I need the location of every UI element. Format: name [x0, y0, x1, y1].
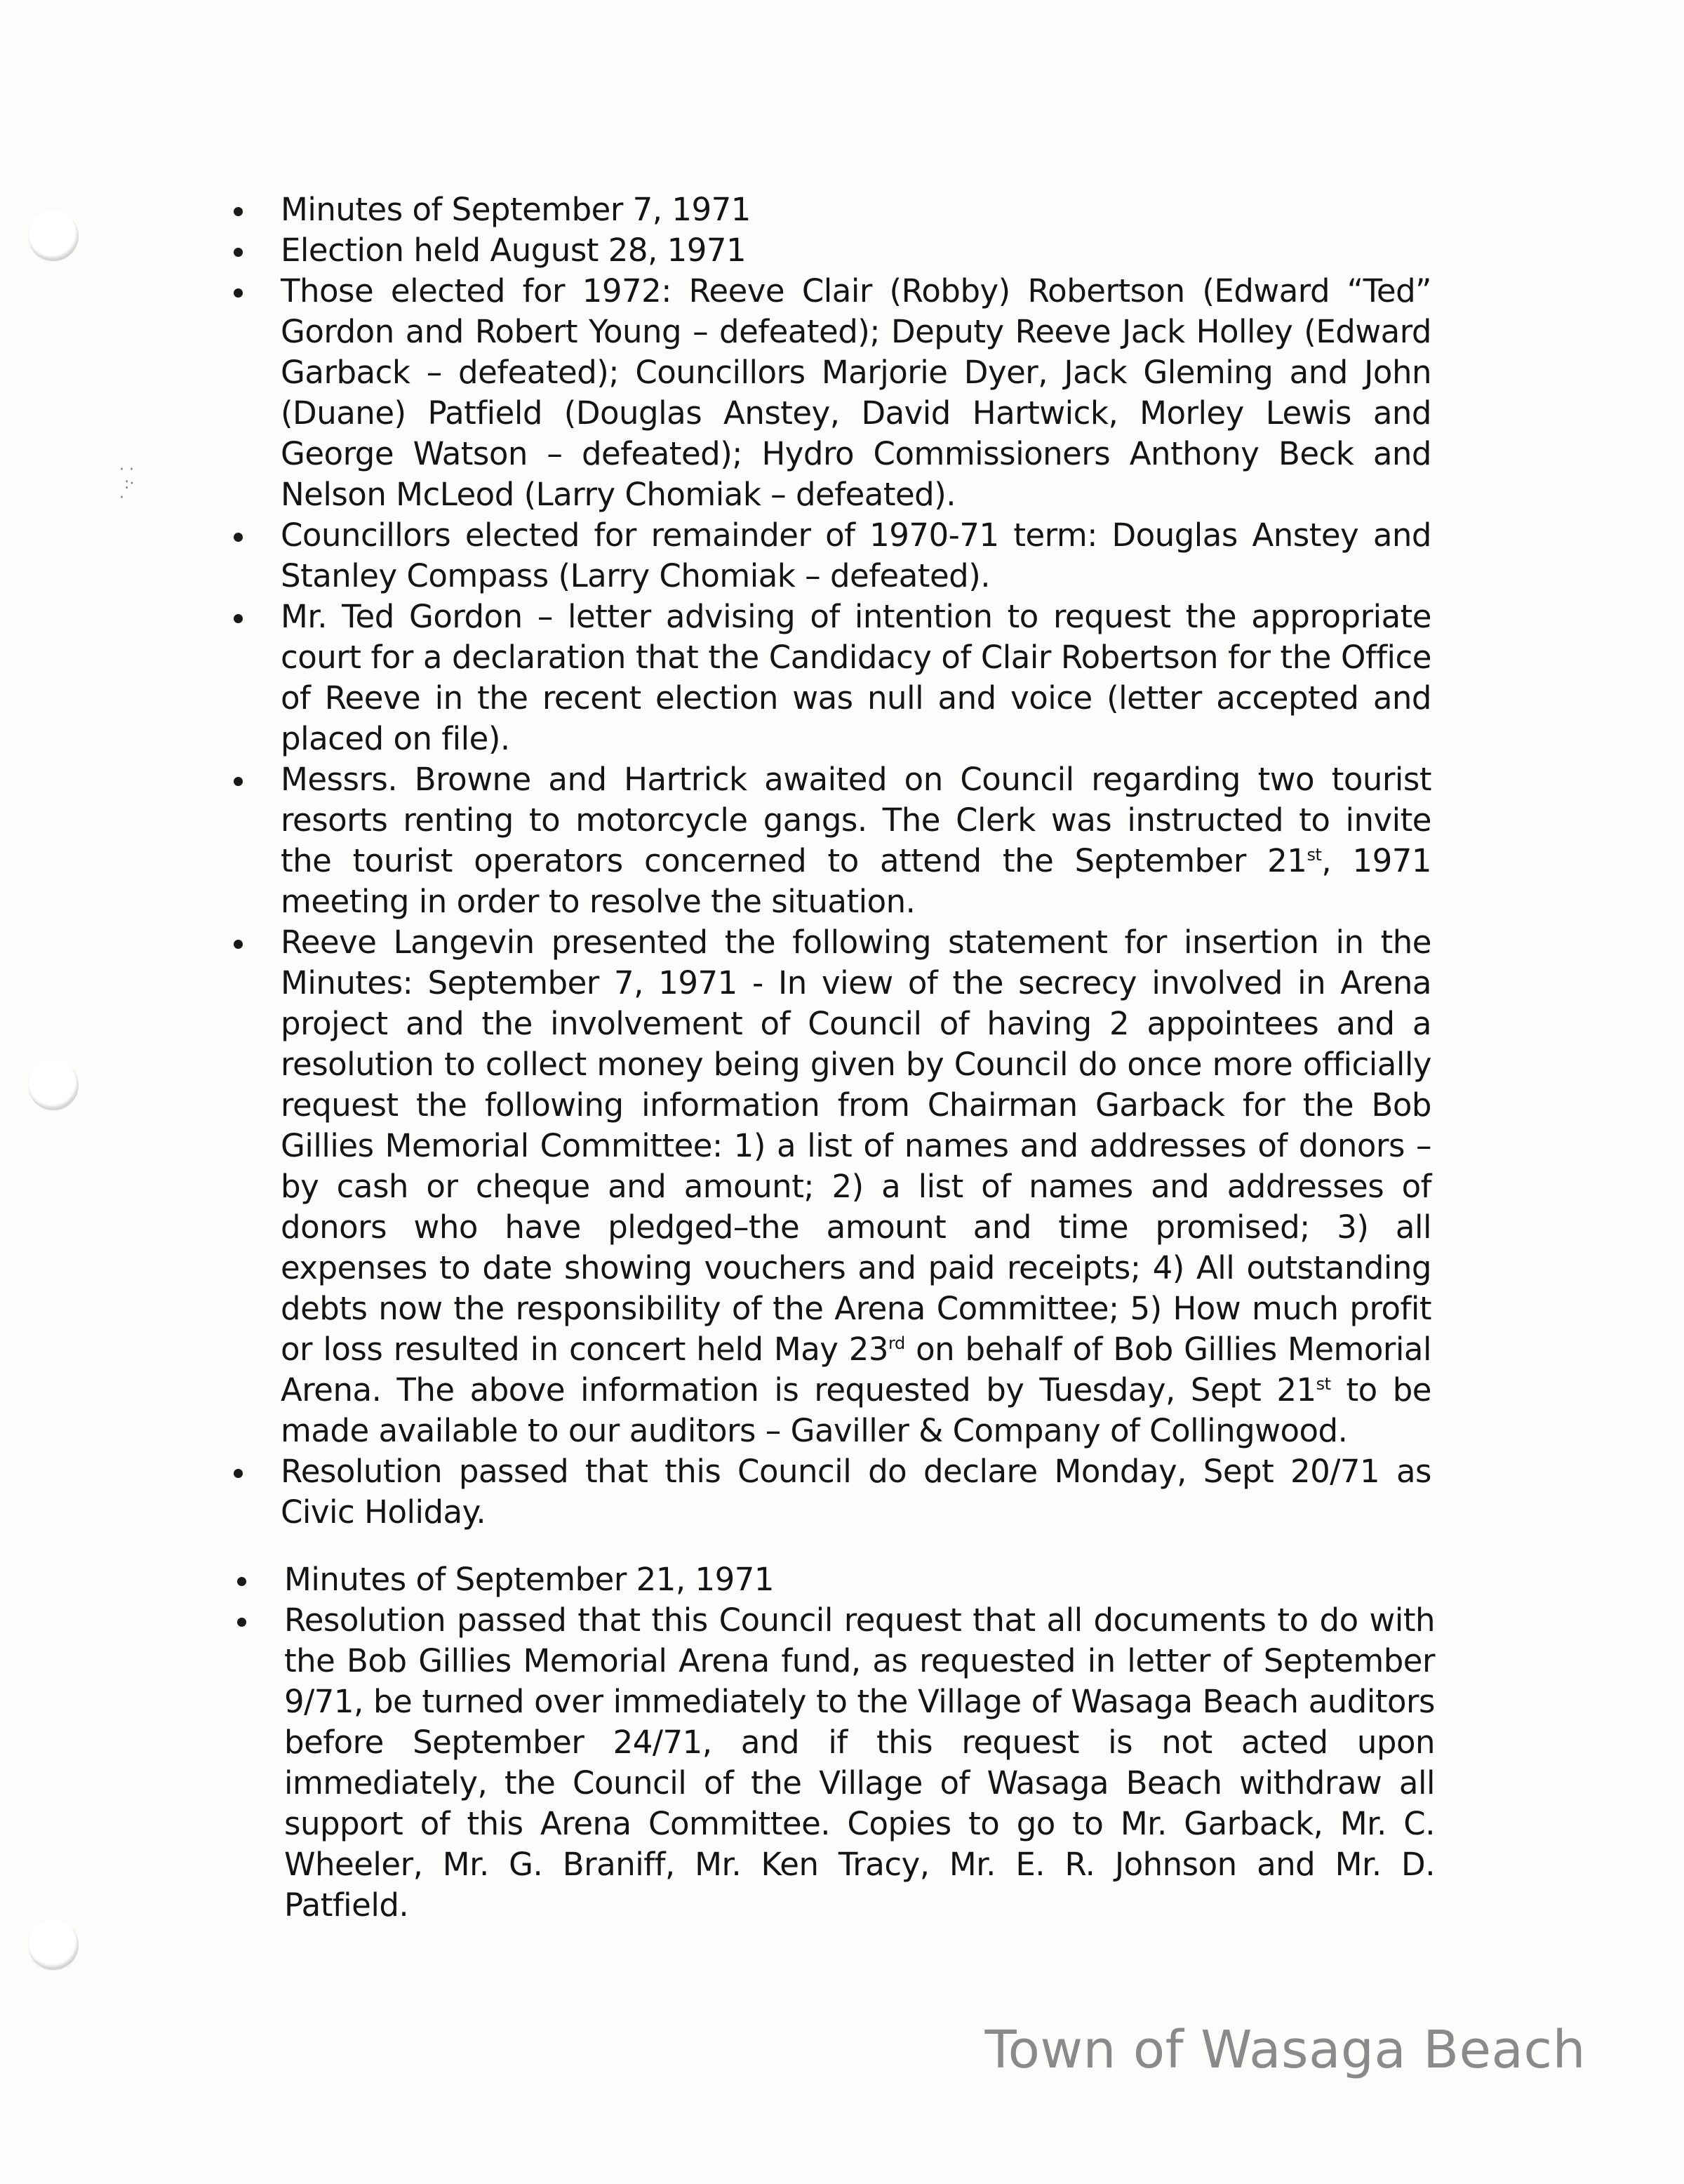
bullet-icon: [237, 1577, 246, 1586]
bullet-icon: [234, 777, 243, 786]
bullet-icon: [234, 940, 243, 949]
item-text: Messrs. Browne and Hartrick awaited on Council regarding two tourist resorts renting to motorcycle gangs. The Clerk was instructed to invite the tourist operators concerned to attend the September 21: [281, 761, 1431, 879]
bullet-icon: [234, 1469, 243, 1478]
item-text: Those elected for 1972: Reeve Clair (Robby) Robertson (Edward “Ted” Gordon and Robert Young – defeated); Deputy Reeve Jack Holley (Edward Garback – defeated); Councillors Marjorie Dyer, Jack Gleming and John (Duane) Patfield (Douglas Anstey, David Hartwick, Morley Lewis and George Watson – defeated); Hydro Commissioners Anthony Beck and Nelson McLeod (Larry Chomiak – defeated).: [281, 272, 1431, 513]
minutes-sept-21-list: [0, 1559, 1684, 1926]
item-text: Election held August 28, 1971: [281, 232, 747, 269]
superscript: st: [1307, 845, 1322, 865]
bullet-icon: [237, 1618, 246, 1627]
minutes-sept-21-section: [0, 1559, 1684, 1926]
scan-specks: · · :· ·: [119, 461, 135, 507]
bullet-icon: [234, 614, 243, 623]
bullet-icon: [234, 533, 243, 542]
punch-hole: [28, 1919, 79, 1970]
item-text: to be made available to our auditors – Gaviller & Company of Collingwood.: [281, 1371, 1431, 1449]
list-item: [0, 1600, 1435, 1926]
list-item: [0, 597, 1431, 759]
item-text: Minutes of September 21, 1971: [284, 1561, 775, 1598]
item-text: Mr. Ted Gordon – letter advising of intention to request the appropriate court for a declaration that the Candidacy of Clair Robertson for the Office of Reeve in the recent election was null and voice (letter accepted and placed on file).: [281, 598, 1431, 757]
bullet-icon: [234, 288, 243, 298]
list-item: [0, 189, 1431, 230]
bullet-icon: [234, 207, 243, 216]
item-text: Minutes of September 7, 1971: [281, 191, 751, 228]
list-item: [0, 922, 1431, 1451]
superscript: st: [1316, 1374, 1331, 1394]
minutes-sept-7-list: [0, 189, 1684, 1533]
watermark: Town of Wasaga Beach: [984, 2020, 1586, 2080]
item-text: Resolution passed that this Council do declare Monday, Sept 20/71 as Civic Holiday.: [281, 1453, 1431, 1531]
list-item: [0, 1559, 1435, 1600]
list-item: [0, 515, 1431, 597]
item-text: Reeve Langevin presented the following statement for insertion in the Minutes: September 7, 1971 - In view of the secrecy involved in Arena project and the involvement of Council of having 2 appointees and a resolution to collect money being given by Council do once more officially request the following information from Chairman Garback for the Bob Gillies Memorial Committee: 1) a list of names and addresses of donors – by cash or cheque and amount; 2) a list of names and addresses of donors who have pledged–the amount and time promised; 3) all expenses to date showing vouchers and paid receipts; 4) All outstanding debts now the responsibility of the Arena Committee; 5) How much profit or loss resulted in concert held May 23: [281, 924, 1431, 1368]
list-item: [0, 759, 1431, 922]
item-text: Resolution passed that this Council request that all documents to do with the Bob Gillies Memorial Arena fund, as requested in letter of September 9/71, be turned over immediately to the Village of Wasaga Beach auditors before September 24/71, and if this request is not acted upon immediately, the Council of the Village of Wasaga Beach withdraw all support of this Arena Committee. Copies to go to Mr. Garback, Mr. C. Wheeler, Mr. G. Braniff, Mr. Ken Tracy, Mr. E. R. Johnson and Mr. D. Patfield.: [284, 1602, 1435, 1924]
list-item: [0, 230, 1431, 271]
item-text: on behalf of Bob Gillies Memorial Arena. The above information is requested by Tuesday, Sept 21: [281, 1331, 1431, 1409]
minutes-sept-7-section: [0, 189, 1684, 1533]
superscript: rd: [888, 1333, 905, 1353]
bullet-icon: [234, 248, 243, 257]
list-item: [0, 271, 1431, 515]
item-text: , 1971 meeting in order to resolve the situation.: [281, 842, 1431, 920]
item-text: Councillors elected for remainder of 1970-71 term: Douglas Anstey and Stanley Compass (Larry Chomiak – defeated).: [281, 517, 1431, 594]
list-item: [0, 1451, 1431, 1533]
